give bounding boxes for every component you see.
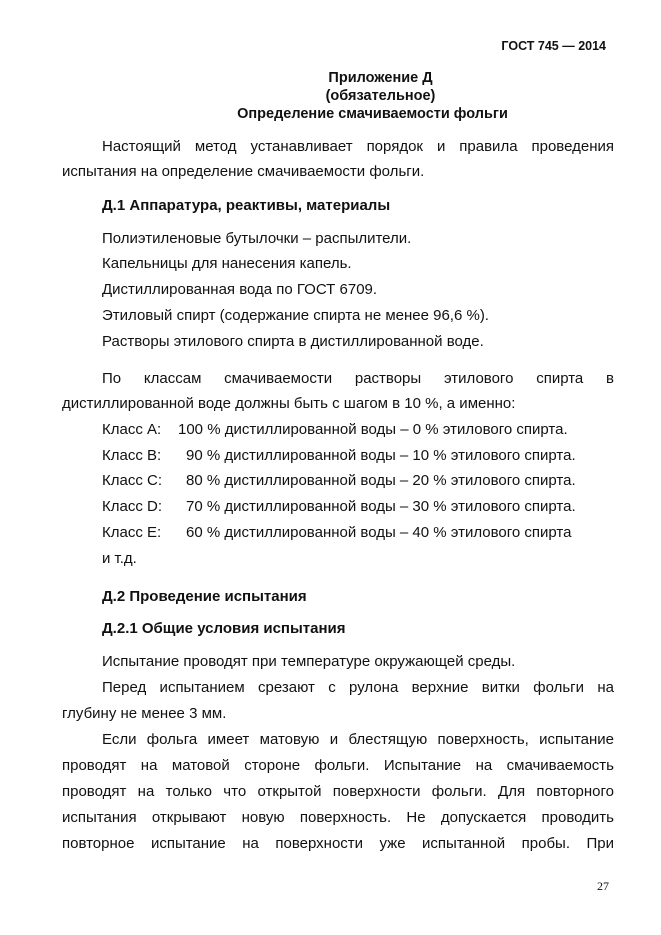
list-item: Дистиллированная вода по ГОСТ 6709.: [102, 281, 378, 298]
class-value: 100 % дистиллированной воды – 0 % этилового спирта.: [178, 421, 568, 438]
standard-number: ГОСТ 745 — 2014: [501, 39, 606, 53]
list-item: Растворы этилового спирта в дистиллированной воде.: [102, 333, 484, 350]
class-value: 60 % дистиллированной воды – 40 % этилового спирта: [186, 524, 572, 541]
class-name: Класс Е:: [102, 524, 162, 541]
class-name: Класс D:: [102, 498, 162, 515]
class-etc: и т.д.: [102, 550, 137, 567]
d2-para-2-line-1: Перед испытанием срезают с рулона верхние витки фольги на: [102, 679, 614, 696]
d2-para-1: Испытание проводят при температуре окружающей среды.: [102, 653, 516, 670]
intro-line-2: испытания на определение смачиваемости фольги.: [62, 163, 425, 180]
page-number: 27: [597, 879, 609, 893]
d2-para-3-line-4: испытания открывают новую поверхность. Не допускается проводить: [62, 809, 614, 826]
list-item: Полиэтиленовые бутылочки – распылители.: [102, 230, 412, 247]
class-value: 70 % дистиллированной воды – 30 % этилового спирта.: [186, 498, 576, 515]
list-item: Этиловый спирт (содержание спирта не менее 96,6 %).: [102, 307, 489, 324]
list-item: Капельницы для нанесения капель.: [102, 255, 352, 272]
class-value: 90 % дистиллированной воды – 10 % этилового спирта.: [186, 447, 576, 464]
class-value: 80 % дистиллированной воды – 20 % этилового спирта.: [186, 472, 576, 489]
classes-para-line-1: По классам смачиваемости растворы этилового спирта в: [102, 370, 614, 387]
class-name: Класс С:: [102, 472, 162, 489]
document-page: ГОСТ 745 — 2014 Приложение Д (обязательное) Определение смачиваемости фольги Настоящий метод устанавливает порядок и правила проведения испытания на определение смачиваемости фольги. Д.1 Аппаратура, реактивы, материалы Полиэтиленовые бутылочки – распылители. Капельницы для нанесения капель. Дистиллированная вода по ГОСТ 6709. Этиловый спирт (содержание спирта не менее 96,6 %). Растворы этилового спирта в дистиллированной воде. По классам смачиваемости растворы этилового спирта в дистиллированной воде должны быть с шагом в 10 %, а именно: Класс А: 100 % дистиллированной воды – 0 % этилового спирта. Класс В: 90 % дистиллированной воды – 10 % этилового спирта. Класс С: 80 % дистиллированной воды – 20 % этилового спирта. Класс D: 70 % дистиллированной воды – 30 % этилового спирта. Класс Е: 60 % дистиллированной воды – 40 % этилового спирта и т.д. Д.2 Проведение испытания Д.2.1 Общие условия испытания Испытание проводят при температуре окружающей среды. Перед испытанием срезают с рулона верхние витки фольги на глубину не менее 3 мм. Если фольга имеет матовую и блестящую поверхность, испытание проводят на матовой стороне фольги. Испытание на смачиваемость проводят на только что открытой поверхности фольги. Для повторного испытания открывают новую поверхность. Не допускается проводить повторное испытание на поверхности уже испытанной пробы. При 27: [62, 39, 614, 893]
d2-para-3-line-3: проводят на только что открытой поверхности фольги. Для повторного: [62, 783, 614, 800]
section-d2-1-heading: Д.2.1 Общие условия испытания: [102, 620, 346, 637]
intro-line-1: Настоящий метод устанавливает порядок и правила проведения: [102, 138, 614, 155]
section-d1-heading: Д.1 Аппаратура, реактивы, материалы: [102, 197, 391, 214]
d2-para-2-line-2: глубину не менее 3 мм.: [62, 705, 227, 722]
d2-para-3-line-1: Если фольга имеет матовую и блестящую поверхность, испытание: [102, 731, 614, 748]
class-name: Класс В:: [102, 447, 162, 464]
d2-para-3-line-5: повторное испытание на поверхности уже испытанной пробы. При: [62, 835, 614, 852]
d2-para-3-line-2: проводят на матовой стороне фольги. Испытание на смачиваемость: [62, 757, 614, 774]
classes-para-line-2: дистиллированной воде должны быть с шагом в 10 %, а именно:: [62, 395, 516, 412]
section-d2-heading: Д.2 Проведение испытания: [102, 588, 307, 605]
class-name: Класс А:: [102, 421, 162, 438]
